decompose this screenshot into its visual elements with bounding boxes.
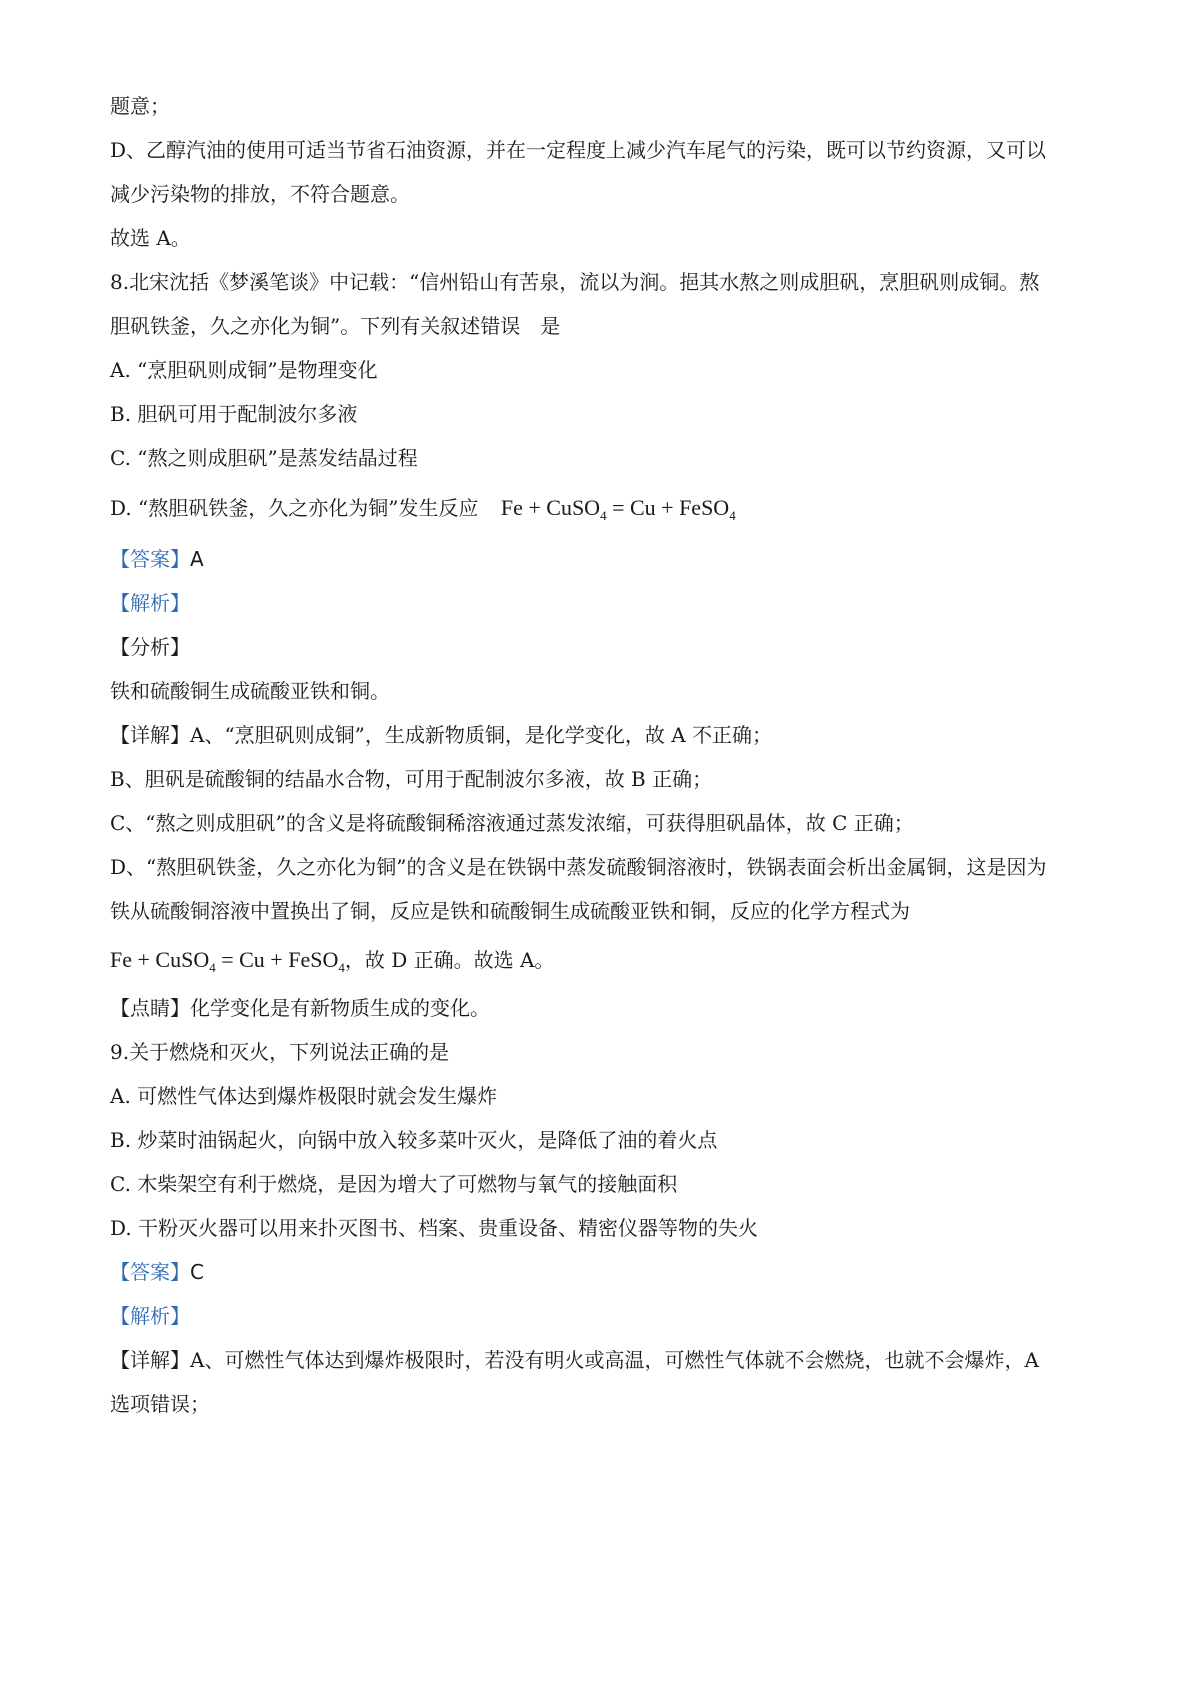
q8-detail-c: C、“熬之则成胆矾”的含义是将硫酸铜稀溶液通过蒸发浓缩，可获得胆矾晶体，故 C 正确； xyxy=(110,811,914,835)
q8-option-d-text: D. “熬胆矾铁釜，久之亦化为铜”发生反应 xyxy=(110,496,479,520)
q9-analysis-tag: 【解析】 xyxy=(110,1304,190,1328)
chemical-equation: Fe + CuSO$_4$ = Cu + FeSO$_4$ xyxy=(110,947,345,975)
q8-option-d xyxy=(110,494,1110,522)
q8-detail-d-equation: Fe + CuSO$_4$ = Cu + FeSO$_4$，故 D 正确。故选 A。 xyxy=(110,947,555,975)
q9-option-b: B. 炒菜时油锅起火，向锅中放入较多菜叶灭火，是降低了油的着火点 xyxy=(110,1128,718,1152)
text-line: 减少污染物的排放，不符合题意。 xyxy=(110,182,410,206)
q9-option-c: C. 木柴架空有利于燃烧，是因为增大了可燃物与氧气的接触面积 xyxy=(110,1172,678,1196)
q8-option-b: B. 胆矾可用于配制波尔多液 xyxy=(110,402,358,426)
q8-option-a: A. “烹胆矾则成铜”是物理变化 xyxy=(110,358,378,382)
answer-value: A xyxy=(190,547,204,571)
q9-answer xyxy=(110,1258,1110,1286)
q9-detail-a-cont: 选项错误； xyxy=(110,1392,210,1416)
question-8-stem-cont: 胆矾铁釜，久之亦化为铜”。下列有关叙述错误 是 xyxy=(110,314,561,338)
q8-detail-d: D、“熬胆矾铁釜，久之亦化为铜”的含义是在铁锅中蒸发硫酸铜溶液时，铁锅表面会析出金属铜，这是因为 xyxy=(110,855,1047,879)
text-line: 故选 A。 xyxy=(110,226,191,250)
chemical-equation: Fe + CuSO$_4$ = Cu + FeSO$_4$ xyxy=(500,495,736,523)
q9-option-d: D. 干粉灭火器可以用来扑灭图书、档案、贵重设备、精密仪器等物的失火 xyxy=(110,1216,759,1240)
q8-option-c: C. “熬之则成胆矾”是蒸发结晶过程 xyxy=(110,446,418,470)
q9-detail-a: 【详解】A、可燃性气体达到爆炸极限时，若没有明火或高温，可燃性气体就不会燃烧，也就不会爆炸，A xyxy=(110,1348,1039,1372)
question-9-stem: 9.关于燃烧和灭火，下列说法正确的是 xyxy=(110,1040,450,1064)
q8-dianjing: 【点睛】化学变化是有新物质生成的变化。 xyxy=(110,996,490,1020)
q8-detail-a: 【详解】A、“烹胆矾则成铜”，生成新物质铜，是化学变化，故 A 不正确； xyxy=(110,723,773,747)
q8-fenxi-text: 铁和硫酸铜生成硫酸亚铁和铜。 xyxy=(110,679,390,703)
q9-option-a: A. 可燃性气体达到爆炸极限时就会发生爆炸 xyxy=(110,1084,498,1108)
q8-analysis-tag: 【解析】 xyxy=(110,591,190,615)
answer-tag: 【答案】 xyxy=(110,1260,190,1284)
q8-answer xyxy=(110,545,1110,573)
answer-value: C xyxy=(190,1260,204,1284)
text-line: D、乙醇汽油的使用可适当节省石油资源，并在一定程度上减少汽车尾气的污染，既可以节约资源，又可以 xyxy=(110,138,1047,162)
q8-detail-b: B、胆矾是硫酸铜的结晶水合物，可用于配制波尔多液，故 B 正确； xyxy=(110,767,713,791)
q8-detail-d-cont: 铁从硫酸铜溶液中置换出了铜，反应是铁和硫酸铜生成硫酸亚铁和铜，反应的化学方程式为 xyxy=(110,899,910,923)
question-8-stem: 8.北宋沈括《梦溪笔谈》中记载：“信州铅山有苦泉，流以为涧。挹其水熬之则成胆矾，烹胆矾则成铜。熬 xyxy=(110,270,1040,294)
q8-fenxi-tag: 【分析】 xyxy=(110,635,190,659)
text-line: 题意； xyxy=(110,94,170,118)
answer-tag: 【答案】 xyxy=(110,547,190,571)
